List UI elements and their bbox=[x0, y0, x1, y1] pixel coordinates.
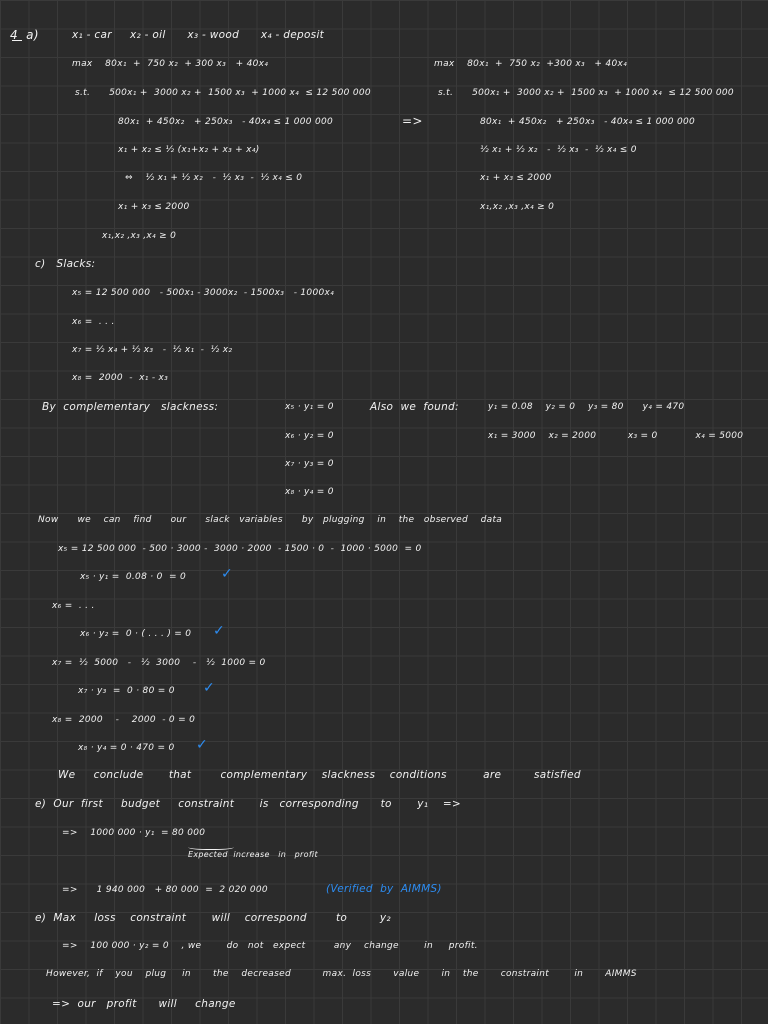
x8-y4-product: x₈ · y₄ = 0 · 470 = 0 bbox=[78, 743, 175, 753]
left-constraint-1: s.t. 500x₁ + 3000 x₂ + 1500 x₃ + 1000 x₄ ≤ 12 500 000 bbox=[75, 88, 371, 98]
now-sentence: Now we can find our slack variables by plugging in the observed data bbox=[38, 515, 503, 525]
right-objective: max 80x₁ + 750 x₂ +300 x₃ + 40x₄ bbox=[434, 59, 628, 69]
part-e-maxloss: e) Max loss constraint will correspond to y₂ bbox=[35, 912, 391, 924]
left-nonnegativity: x₁,x₂ ,x₃ ,x₄ ≥ 0 bbox=[102, 231, 177, 241]
x5-calculation: x₅ = 12 500 000 - 500 · 3000 - 3000 · 2000 - 1500 · 0 - 1000 · 5000 = 0 bbox=[58, 544, 422, 554]
slack-x5: x₅ = 12 500 000 - 500x₁ - 3000x₂ - 1500x₃ - 1000x₄ bbox=[72, 288, 335, 298]
check-icon: ✓ bbox=[203, 680, 216, 696]
verified-note: (Verified by AIMMS) bbox=[326, 883, 442, 895]
implies-arrow: => bbox=[402, 114, 423, 128]
cs-label: By complementary slackness: bbox=[42, 401, 219, 413]
maxloss-shadow-price: => 100 000 · y₂ = 0 , we do not expect any change in profit. bbox=[62, 941, 478, 951]
x6-y2-product: x₆ · y₂ = 0 · ( . . . ) = 0 bbox=[80, 629, 192, 639]
cs-x8y4: x₈ · y₄ = 0 bbox=[285, 487, 334, 497]
left-constraint-2: 80x₁ + 450x₂ + 250x₃ - 40x₄ ≤ 1 000 000 bbox=[118, 117, 334, 127]
part-a-label: 4 a) bbox=[10, 28, 39, 42]
slack-x6: x₆ = . . . bbox=[72, 317, 115, 327]
right-constraint-3: ½ x₁ + ½ x₂ - ½ x₃ - ½ x₄ ≤ 0 bbox=[480, 145, 637, 155]
x8-calculation: x₈ = 2000 - 2000 - 0 = 0 bbox=[52, 715, 196, 725]
x7-y3-product: x₇ · y₃ = 0 · 80 = 0 bbox=[78, 686, 175, 696]
right-nonnegativity: x₁,x₂ ,x₃ ,x₄ ≥ 0 bbox=[480, 202, 555, 212]
slack-x8: x₈ = 2000 - x₁ - x₃ bbox=[72, 373, 169, 383]
x6-placeholder: x₆ = . . . bbox=[52, 601, 95, 611]
cs-x5y1: x₅ · y₁ = 0 bbox=[285, 402, 334, 412]
underbrace bbox=[188, 843, 234, 850]
conclusion: We conclude that complementary slackness conditions are satisfied bbox=[58, 769, 581, 781]
part-e-budget: e) Our first budget constraint is corresponding to y₁ => bbox=[35, 798, 462, 810]
however-sentence: However, if you plug in the decreased max. loss value in the constraint in AIMMS bbox=[46, 969, 637, 979]
check-icon: ✓ bbox=[221, 566, 234, 582]
left-constraint-3b: ⇔ ½ x₁ + ½ x₂ - ½ x₃ - ½ x₄ ≤ 0 bbox=[125, 173, 303, 183]
check-icon: ✓ bbox=[213, 623, 226, 639]
slack-x7: x₇ = ½ x₄ + ½ x₃ - ½ x₁ - ½ x₂ bbox=[72, 345, 233, 355]
found-label: Also we found: bbox=[370, 401, 459, 413]
right-constraint-2: 80x₁ + 450x₂ + 250x₃ - 40x₄ ≤ 1 000 000 bbox=[480, 117, 696, 127]
cs-x7y3: x₇ · y₃ = 0 bbox=[285, 459, 334, 469]
x7-calculation: x₇ = ½ 5000 - ½ 3000 - ½ 1000 = 0 bbox=[52, 658, 266, 668]
profit-change-sentence: => our profit will change bbox=[52, 998, 236, 1010]
budget-shadow-price: => 1000 000 · y₁ = 80 000 bbox=[62, 828, 206, 838]
primal-values: x₁ = 3000 x₂ = 2000 x₃ = 0 x₄ = 5000 bbox=[488, 431, 744, 441]
left-constraint-3: x₁ + x₂ ≤ ½ (x₁+x₂ + x₃ + x₄) bbox=[118, 145, 260, 155]
part-c-label: c) Slacks: bbox=[35, 258, 96, 270]
right-constraint-1: s.t. 500x₁ + 3000 x₂ + 1500 x₃ + 1000 x₄ ≤ 12 500 000 bbox=[438, 88, 734, 98]
dual-values: y₁ = 0.08 y₂ = 0 y₃ = 80 y₄ = 470 bbox=[488, 402, 685, 412]
check-icon: ✓ bbox=[196, 737, 209, 753]
left-objective: max 80x₁ + 750 x₂ + 300 x₃ + 40x₄ bbox=[72, 59, 269, 69]
x5-y1-product: x₅ · y₁ = 0.08 · 0 = 0 bbox=[80, 572, 186, 582]
left-constraint-4: x₁ + x₃ ≤ 2000 bbox=[118, 202, 190, 212]
expected-increase-note: Expected increase in profit bbox=[188, 850, 318, 859]
new-profit: => 1 940 000 + 80 000 = 2 020 000 bbox=[62, 885, 268, 895]
cs-x6y2: x₆ · y₂ = 0 bbox=[285, 431, 334, 441]
right-constraint-4: x₁ + x₃ ≤ 2000 bbox=[480, 173, 552, 183]
variable-definitions: x₁ - car x₂ - oil x₃ - wood x₄ - deposit bbox=[72, 29, 325, 41]
